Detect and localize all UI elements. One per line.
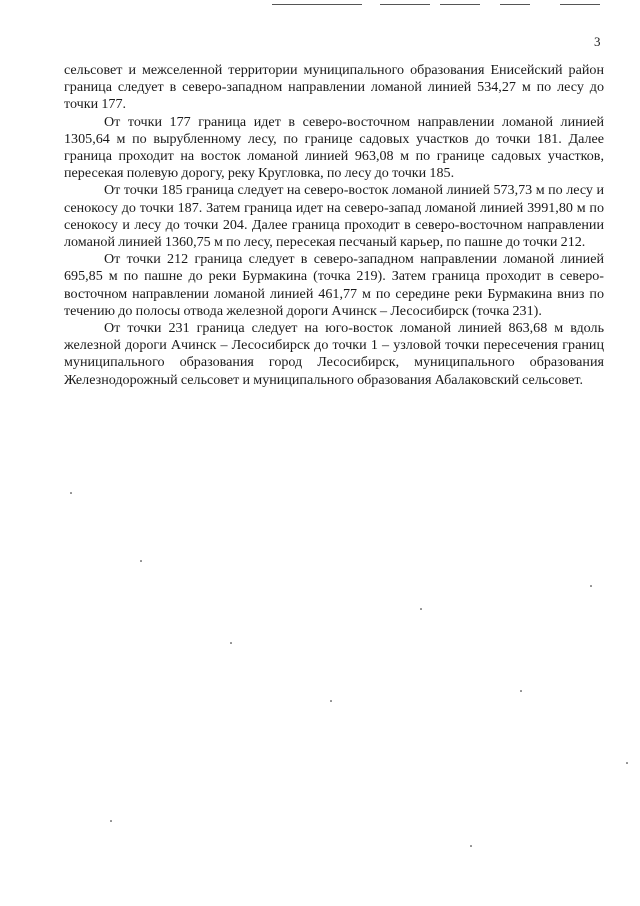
scan-artifact-line — [272, 4, 362, 5]
paragraph: От точки 185 граница следует на северо-восток ломаной линией 573,73 м по лесу и сенокосу до точки 187. Затем граница идет на северо-запад ломаной линией 3991,80 м по сенокосу и лесу до точки 204. Далее граница проходит в северо-восточном направлении ломаной линией 1360,75 м по лесу, пересекая песчаный карьер, по пашне до точки 212. — [64, 182, 604, 251]
scan-speckle — [110, 820, 112, 822]
paragraph: От точки 177 граница идет в северо-восточном направлении ломаной линией 1305,64 м по вырубленному лесу, по границе садовых участков до точки 181. Далее граница проходит на восток ломаной линией 963,08 м по границе садовых участков, пересекая полевую дорогу, реку Кругловка, по лесу до точки 185. — [64, 113, 604, 182]
scan-artifact-line — [560, 4, 600, 5]
paragraph: сельсовет и межселенной территории муниципального образования Енисейский район граница следует в северо-западном направлении ломаной линией 534,27 м по лесу до точки 177. — [64, 62, 604, 113]
scan-speckle — [626, 762, 628, 764]
scan-speckle — [420, 608, 422, 610]
scan-artifact-line — [440, 4, 480, 5]
page-number: 3 — [594, 34, 601, 49]
scan-speckle — [470, 845, 472, 847]
scan-speckle — [330, 700, 332, 702]
scan-speckle — [590, 585, 592, 587]
scan-speckle — [140, 560, 142, 562]
scan-artifact-line — [380, 4, 430, 5]
paragraph: От точки 212 граница следует в северо-западном направлении ломаной линией 695,85 м по пашне до реки Бурмакина (точка 219). Затем граница проходит в северо-восточном направлении ломаной линией 461,77 м по середине реки Бурмакина вниз по течению до полосы отвода железной дороги Ачинск – Лесосибирск (точка 231). — [64, 251, 604, 319]
scan-speckle — [520, 690, 522, 692]
document-body — [64, 62, 604, 389]
scan-artifact-line — [500, 4, 530, 5]
scan-speckle — [230, 642, 232, 644]
paragraph: От точки 231 граница следует на юго-восток ломаной линией 863,68 м вдоль железной дороги Ачинск – Лесосибирск до точки 1 – узловой точки пересечения границ муниципального образования город Лесосибирск, муниципального образования Железнодорожный сельсовет и муниципального образования Абалаковский сельсовет. — [64, 320, 604, 388]
scan-speckle — [70, 492, 72, 494]
